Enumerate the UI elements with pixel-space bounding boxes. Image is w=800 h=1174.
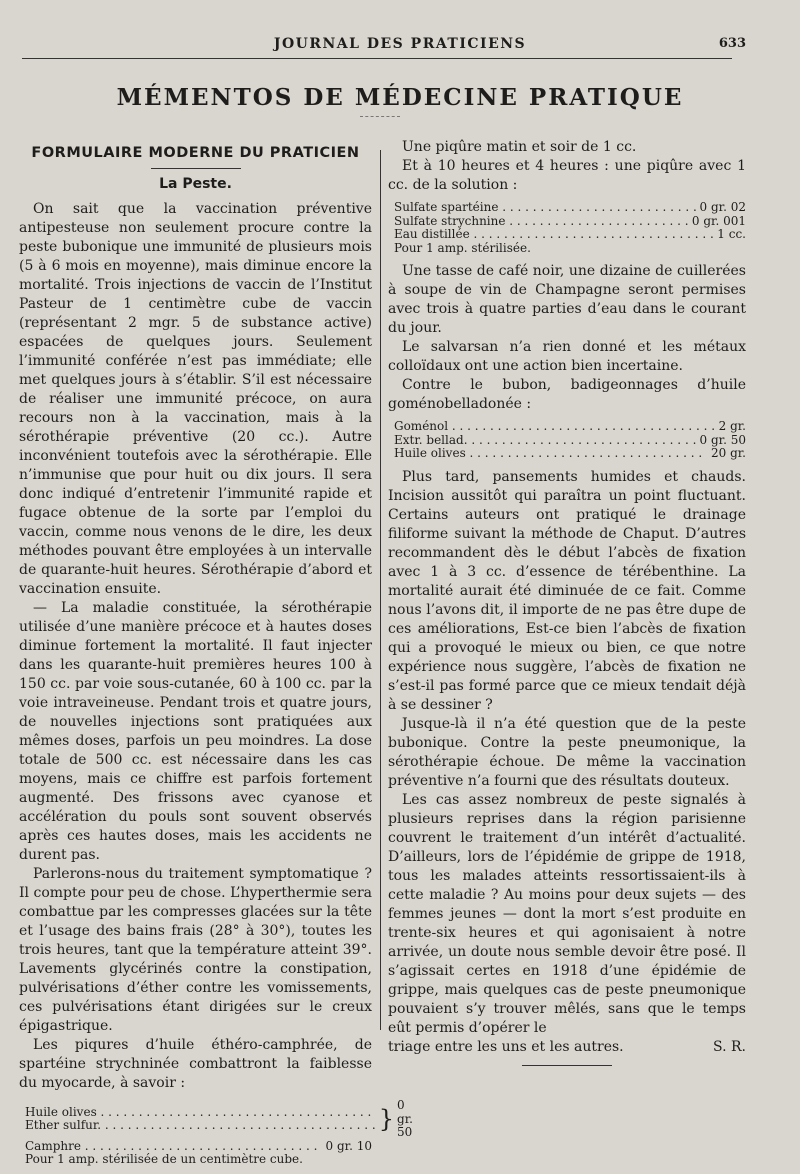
prescription-note: Pour 1 amp. stérilisée de un centimètre cube. — [25, 1152, 303, 1166]
paragraph: — La maladie constituée, la sérothérapie utilisée d’une manière précoce et à hautes doses diminue fortement la mortalité. Il faut injecter dans les quarante-huit premières heures 100 à 150 cc. par voie sous-cutanée, 60 à 100 cc. par la voie intraveineuse. Pendant trois et quatre jours, de nouvelles injections sont pratiquées aux mêmes doses, parfois un peu moindres. La dose totale de 500 cc. est nécessaire dans les cas moyens, mais ce chiffre est parfois fortement augmenté. Des frissons avec cyanose et accélération du pouls sont souvent observés après ces hautes doses, mais les accidents ne durent pas. — [19, 600, 372, 863]
prescription-row — [394, 434, 746, 448]
prescription-row — [394, 215, 746, 229]
paragraph: Une tasse de café noir, une dizaine de cuillerées à soupe de vin de Champagne seront permises avec trois à quatre parties d’eau dans le courant du jour. — [388, 263, 746, 336]
prescription-row — [394, 228, 746, 242]
title-ornament — [360, 116, 400, 117]
ingredient-name: Eau distillée . . . — [394, 228, 713, 242]
page-title: MÉMENTOS DE MÉDECINE PRATIQUE — [116, 84, 684, 111]
ingredient-name: Sulfate strychnine . . . — [394, 215, 688, 229]
ingredient-name: Ether sulfur. . . . — [25, 1119, 376, 1133]
prescription-list — [388, 201, 746, 255]
last-line: triage entre les uns et les autres. — [388, 1038, 624, 1055]
article-subhead: La Peste. — [159, 176, 232, 192]
right-column — [388, 138, 746, 1066]
ingredient-name: Goménol . . . — [394, 420, 715, 434]
paragraph: On sait que la vaccination préventive antipesteuse non seulement procure contre la peste bubonique une immunité de plusieurs mois (5 à 6 mois en moyenne), mais diminue encore la mortalité. Trois injections de vaccin de l’Institut Pasteur de 1 centimètre cube de vaccin (représentant 2 mgr. 5 de substance active) espacées de quelques jours. Seulement l’immunité conférée n’est pas immédiate; elle met quelques jours à s’établir. S’il est nécessaire de réaliser une immunité précoce, on aura recours non à la vaccination, mais à la sérothérapie préventive (20 cc.). Autre inconvénient toutefois avec la sérothérapie. Elle n’immunise que pour huit ou dix jours. Il sera donc indiqué d’entretenir l’immunité rapide et fugace obtenue de la sorte par l’emploi du vaccin, comme nous venons de le dire, les deux méthodes pouvant être employées à un intervalle de quarante-huit heures. Sérothérapie d’abord et vaccination ensuite. — [19, 201, 372, 597]
prescription-row — [25, 1140, 372, 1154]
ingredient-quantity: 20 gr. — [711, 446, 746, 460]
braced-ingredients — [25, 1098, 413, 1140]
paragraph: Plus tard, pansements humides et chauds. Incision aussitôt qui paraîtra un point fluctuant. Certains auteurs ont pratiqué le drainage filiforme suivant la méthode de Chaput. D’autres recommandent dès le début l’abcès de fixation avec 1 à 3 cc. d’essence de térébenthine. La mortalité aurait été diminuée de ce fait. Comme nous l’avons dit, il importe de ne pas être dupe de ces améliorations, Est-ce bien l’abcès de fixation qui a provoqué le mieux ou bien, ce que notre expérience nous suggère, l’abcès de fixation ne s’est-il pas formé parce que ce mieux tendait déjà à se dessiner ? — [388, 468, 746, 713]
ingredient-name: Extr. bellad. . . . — [394, 434, 696, 448]
prescription-row — [394, 201, 746, 215]
prescription-list — [388, 420, 746, 461]
ingredient-name: Sulfate spartéine . . . — [394, 201, 696, 215]
ingredient-quantity: 0 gr. 50 — [699, 432, 746, 447]
ingredient-quantity: 0 gr. 50 — [397, 1098, 413, 1139]
left-column — [19, 138, 413, 1174]
paragraph: Jusque-là il n’a été question que de la peste bubonique. Contre la peste pneumonique, la sérothérapie échoue. De même la vaccination préventive n’a fourni que des résultats douteux. — [388, 715, 746, 789]
paragraph: Et à 10 heures et 4 heures : une piqûre avec 1 cc. de la solution : — [388, 158, 746, 193]
prescription-row — [394, 420, 746, 434]
ingredient-quantity: 0 gr. 02 — [699, 200, 746, 214]
paragraph: Parlerons-nous du traitement symptomatique ? Il compte pour peu de chose. L’hyperthermie sera combattue par les compresses glacées sur la tête et l’usage des bains frais (28° à 30°), toutes les trois heures, tant que la température atteint 39°. Lavements glycérinés contre la constipation, pulvérisations d’éther contre les vomissements, ces pulvérisations étant dirigées sur le creux épigastrique. — [19, 866, 372, 1034]
prescription-row — [25, 1106, 376, 1120]
prescription-list — [19, 1098, 413, 1167]
header-rule — [22, 58, 732, 59]
ingredient-quantity: 0 gr. 10 — [325, 1138, 372, 1153]
paragraph: Le salvarsan n’a rien donné et les métaux colloïdaux ont une action bien incertaine. — [388, 339, 746, 374]
paragraph: Les piqures d’huile éthéro-camphrée, de spartéine strychninée combattront la faiblesse du myocarde, à savoir : — [19, 1037, 372, 1091]
closing-line — [388, 1038, 746, 1057]
ingredient-name: Camphre . . . — [25, 1140, 322, 1154]
ingredient-quantity: 0 gr. 001 — [691, 213, 746, 228]
prescription-row — [394, 447, 746, 461]
author-signature: S. R. — [713, 1038, 746, 1055]
ingredient-name: Huile olives . . . — [25, 1106, 376, 1120]
paragraph: Contre le bubon, badigeonnages d’huile goménobelladonée : — [388, 377, 746, 412]
column-divider — [380, 150, 381, 1030]
prescription-row — [25, 1119, 376, 1133]
paragraph: Une piqûre matin et soir de 1 cc. — [402, 139, 637, 155]
prescription-note: Pour 1 amp. stérilisée. — [394, 240, 531, 255]
brace-glyph: } — [378, 1105, 395, 1134]
paragraph: Les cas assez nombreux de peste signalés à plusieurs reprises dans la région parisienne couvrent le traitement d’un intérêt d’actualité. D’ailleurs, lors de l’épidémie de grippe de 1918, tous les malades atteints ressortissaient-ils à cette maladie ? Au moins pour deux sujets — des femmes jeunes — dont la mort s’est produite en trente-six heures et qui agonisaient à notre arrivée, un doute nous semble devoir être posé. Il s’agissait certes en 1918 d’une épidémie de grippe, mais quelques cas de peste pneumonique pouvaient s’y trouver mêlés, sans que le temps eût permis d’opérer le — [388, 791, 746, 1036]
page-number: 633 — [718, 36, 746, 51]
ingredient-name: Huile olives . . . — [394, 447, 707, 461]
end-ornament — [522, 1065, 612, 1066]
section-title: FORMULAIRE MODERNE DU PRATICIEN — [31, 145, 360, 161]
section-rule — [151, 168, 241, 169]
running-header — [0, 34, 800, 64]
ingredient-quantity: 1 cc. — [717, 227, 746, 241]
ingredient-quantity: 2 gr. — [718, 419, 746, 433]
journal-name: JOURNAL DES PRATICIENS — [273, 36, 527, 52]
